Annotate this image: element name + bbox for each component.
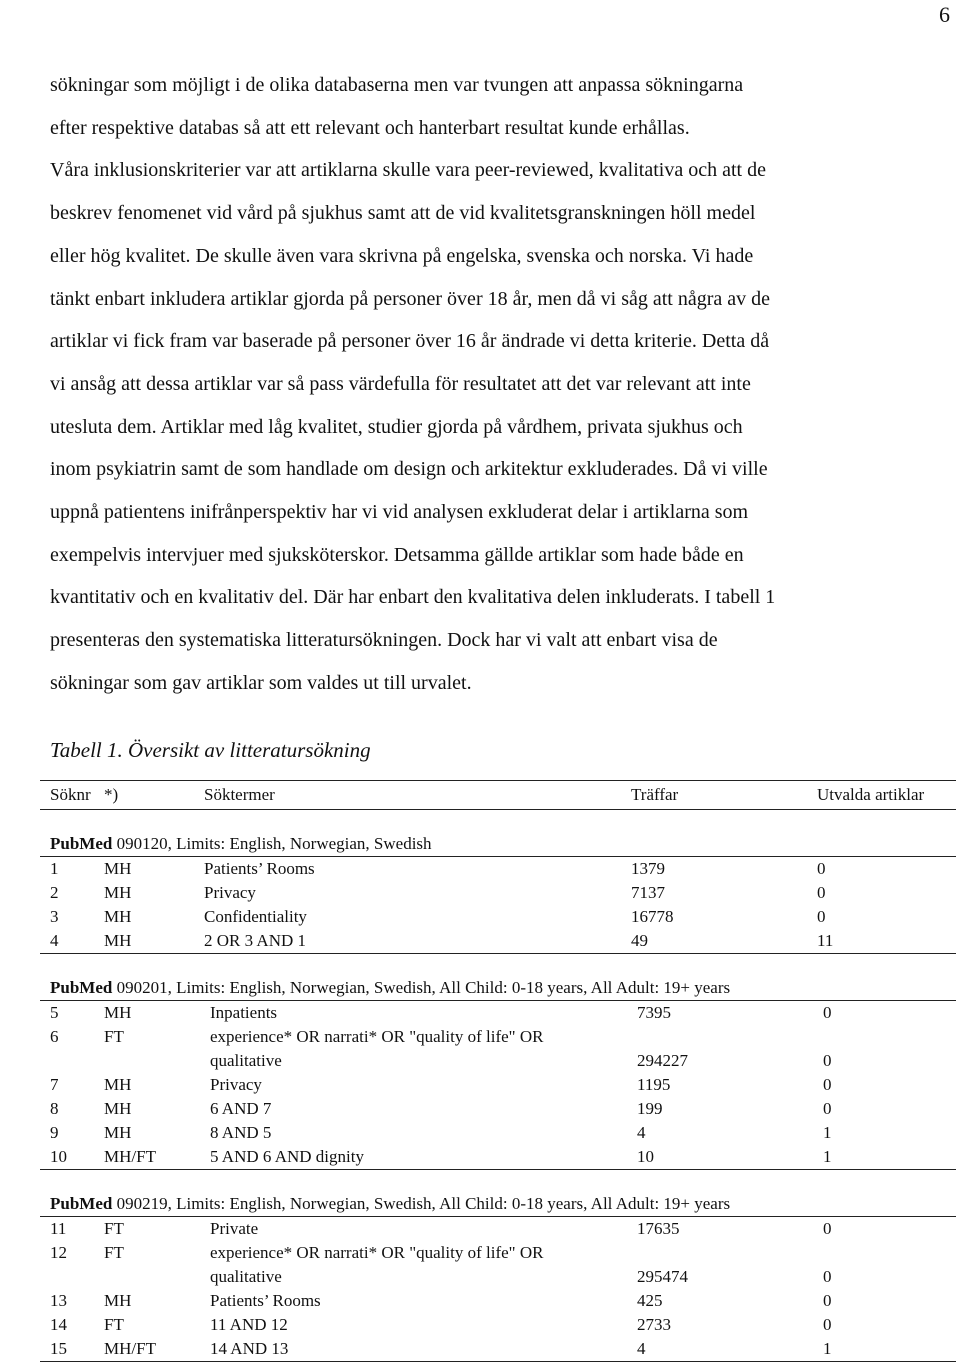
cell-utvalda: 11 [817, 931, 834, 950]
body-paragraph [50, 64, 945, 705]
cell-soktermer: Confidentiality [204, 907, 307, 926]
paragraph-line: utesluta dem. Artiklar med låg kvalitet, studier gjorda på vårdhem, privata sjukhus och [50, 415, 743, 438]
cell-soknr: 9 [50, 1123, 59, 1142]
cell-type [104, 1049, 204, 1073]
paragraph-line: beskrev fenomenet vid vård på sjukhus samt att de vid kvalitetsgranskningen höll medel [50, 202, 756, 225]
cell-traffar: 1195 [637, 1075, 671, 1094]
cell-soknr: 15 [50, 1339, 67, 1358]
section-limits: 090120, Limits: English, Norwegian, Swedish [112, 834, 432, 853]
header-soknr: Söknr [50, 785, 91, 804]
cell-soknr: 8 [50, 1099, 59, 1118]
cell-soktermer: qualitative [210, 1051, 282, 1070]
cell-soknr: 7 [50, 1075, 59, 1094]
cell-soktermer: 6 AND 7 [210, 1099, 272, 1118]
cell-soktermer: experience* OR narrati* OR "quality of life" OR [210, 1027, 544, 1046]
cell-utvalda: 0 [817, 907, 826, 926]
cell-traffar: 4 [637, 1339, 646, 1358]
cell-utvalda: 0 [823, 1003, 832, 1022]
cell-soknr: 11 [50, 1219, 67, 1238]
search-table [40, 780, 956, 1362]
cell-soknr: 12 [50, 1243, 67, 1262]
cell-soktermer: qualitative [210, 1267, 282, 1286]
cell-soktermer: 14 AND 13 [210, 1339, 289, 1358]
table-row [40, 1289, 956, 1313]
table-row [40, 857, 956, 881]
cell-type: MH [104, 1075, 132, 1094]
table-row [40, 1073, 956, 1097]
cell-type: MH [104, 1099, 132, 1118]
cell-type: MH [104, 859, 132, 878]
paragraph-line: sökningar som gav artiklar som valdes ut till urvalet. [50, 671, 472, 694]
table-row [40, 1001, 956, 1025]
header-traffar: Träffar [631, 785, 679, 804]
cell-traffar [637, 1241, 823, 1265]
cell-type: FT [104, 1315, 124, 1334]
cell-soktermer: 2 OR 3 AND 1 [204, 931, 307, 950]
cell-utvalda: 0 [823, 1219, 832, 1238]
cell-type [104, 1265, 204, 1289]
cell-utvalda: 0 [823, 1099, 832, 1118]
table-header-row [40, 781, 956, 809]
section-limits: 090201, Limits: English, Norwegian, Swedish, All Child: 0-18 years, All Adult: 19+ years [112, 978, 731, 997]
cell-traffar: 17635 [637, 1219, 680, 1238]
cell-type: MH [104, 931, 132, 950]
cell-soknr: 6 [50, 1027, 59, 1046]
cell-type: MH [104, 1003, 132, 1022]
cell-soknr: 1 [50, 859, 59, 878]
cell-type: MH/FT [104, 1339, 156, 1358]
cell-utvalda [823, 1241, 956, 1265]
paragraph-line: Våra inklusionskriterier var att artiklarna skulle vara peer-reviewed, kvalitativa och att de [50, 159, 766, 182]
cell-utvalda [823, 1025, 956, 1049]
cell-traffar: 49 [631, 931, 648, 950]
table-row [40, 1121, 956, 1145]
table-row [40, 929, 956, 953]
cell-soknr: 14 [50, 1315, 67, 1334]
paragraph-line: exempelvis intervjuer med sjuksköterskor. Detsamma gällde artiklar som hade både en [50, 543, 744, 566]
page-number: 6 [939, 2, 950, 27]
cell-utvalda: 1 [823, 1339, 832, 1358]
cell-traffar: 2733 [637, 1315, 671, 1334]
table-row [40, 1313, 956, 1337]
cell-utvalda: 0 [823, 1075, 832, 1094]
cell-traffar: 16778 [631, 907, 674, 926]
section-spacer [40, 810, 956, 832]
table-row [40, 1337, 956, 1361]
cell-utvalda: 1 [823, 1147, 832, 1166]
paragraph-line: efter respektive databas så att ett relevant och hanterbart resultat kunde erhållas. [50, 116, 690, 139]
section-title [40, 1192, 956, 1216]
cell-traffar: 10 [637, 1147, 654, 1166]
section-limits: 090219, Limits: English, Norwegian, Swedish, All Child: 0-18 years, All Adult: 19+ years [112, 1194, 731, 1213]
cell-type: FT [104, 1219, 124, 1238]
cell-traffar: 7395 [637, 1003, 671, 1022]
cell-type: MH/FT [104, 1147, 156, 1166]
database-name: PubMed [50, 978, 113, 997]
cell-type: MH [104, 1123, 132, 1142]
cell-traffar: 294227 [637, 1051, 688, 1070]
paragraph-line: inom psykiatrin samt de som handlade om design och arkitektur exkluderades. Då vi ville [50, 458, 768, 481]
paragraph-line: presenteras den systematiska litteratursökningen. Dock har vi valt att enbart visa de [50, 629, 718, 652]
paragraph-line: kvantitativ och en kvalitativ del. Där har enbart den kvalitativa delen inkluderats. I tabell 1 [50, 586, 776, 609]
cell-soktermer: experience* OR narrati* OR "quality of life" OR [210, 1243, 544, 1262]
cell-utvalda: 0 [817, 883, 826, 902]
table-row [40, 1265, 956, 1289]
section-spacer [40, 954, 956, 976]
cell-traffar: 295474 [637, 1267, 688, 1286]
database-name: PubMed [50, 834, 113, 853]
cell-soktermer: 5 AND 6 AND dignity [210, 1147, 364, 1166]
table-row [40, 1049, 956, 1073]
cell-traffar: 7137 [631, 883, 665, 902]
cell-type: FT [104, 1243, 124, 1262]
cell-soktermer: Private [210, 1219, 259, 1238]
paragraph-line: sökningar som möjligt i de olika databaserna men var tvungen att anpassa sökningarna [50, 74, 744, 96]
cell-soktermer: Inpatients [210, 1003, 278, 1022]
cell-soknr: 10 [50, 1147, 67, 1166]
cell-soktermer: Privacy [210, 1075, 262, 1094]
cell-type: MH [104, 907, 132, 926]
database-name: PubMed [50, 1194, 113, 1213]
cell-soktermer: Privacy [204, 883, 256, 902]
cell-soktermer: 11 AND 12 [210, 1315, 288, 1334]
cell-utvalda: 0 [823, 1315, 832, 1334]
table-row [40, 1241, 956, 1265]
cell-soktermer: Patients’ Rooms [210, 1291, 321, 1310]
cell-traffar: 425 [637, 1291, 663, 1310]
cell-utvalda: 1 [823, 1123, 832, 1142]
section-title [40, 832, 956, 856]
cell-soknr: 3 [50, 907, 59, 926]
table-row [40, 881, 956, 905]
cell-soknr: 2 [50, 883, 59, 902]
cell-type: FT [104, 1027, 124, 1046]
paragraph-line: artiklar vi fick fram var baserade på personer över 16 år ändrade vi detta kriterie. Detta då [50, 330, 770, 353]
cell-utvalda: 0 [817, 859, 826, 878]
paragraph-line: tänkt enbart inkludera artiklar gjorda på personer över 18 år, men då vi såg att några av de [50, 287, 771, 310]
cell-traffar [637, 1025, 823, 1049]
cell-traffar: 1379 [631, 859, 665, 878]
table-sections [40, 810, 956, 1362]
cell-soknr: 5 [50, 1003, 59, 1022]
cell-traffar: 4 [637, 1123, 646, 1142]
cell-soknr [40, 1265, 104, 1289]
cell-type: MH [104, 1291, 132, 1310]
cell-type: MH [104, 883, 132, 902]
paragraph-line: vi ansåg att dessa artiklar var så pass värdefulla för resultatet att det var relevant att inte [50, 372, 751, 395]
cell-utvalda: 0 [823, 1051, 832, 1070]
cell-soktermer: 8 AND 5 [210, 1123, 272, 1142]
cell-soktermer: Patients’ Rooms [204, 859, 315, 878]
cell-soknr [40, 1049, 104, 1073]
table-row [40, 905, 956, 929]
paragraph-line: uppnå patientens inifrånperspektiv har vi vid analysen exkluderat delar i artiklarna som [50, 501, 749, 524]
table-row [40, 1025, 956, 1049]
table-row [40, 1145, 956, 1169]
cell-utvalda: 0 [823, 1267, 832, 1286]
paragraph-line: eller hög kvalitet. De skulle även vara skrivna på engelska, svenska och norska. Vi hade [50, 244, 754, 267]
header-soktermer: Söktermer [204, 785, 275, 804]
cell-soknr: 4 [50, 931, 59, 950]
cell-soknr: 13 [50, 1291, 67, 1310]
cell-utvalda: 0 [823, 1291, 832, 1310]
section-title [40, 976, 956, 1000]
table-row [40, 1217, 956, 1241]
table-row [40, 1097, 956, 1121]
header-utvalda: Utvalda artiklar [817, 785, 925, 804]
table-caption: Tabell 1. Översikt av litteratursökning [50, 738, 371, 762]
cell-traffar: 199 [637, 1099, 663, 1118]
header-type: *) [104, 785, 119, 804]
section-spacer [40, 1170, 956, 1192]
